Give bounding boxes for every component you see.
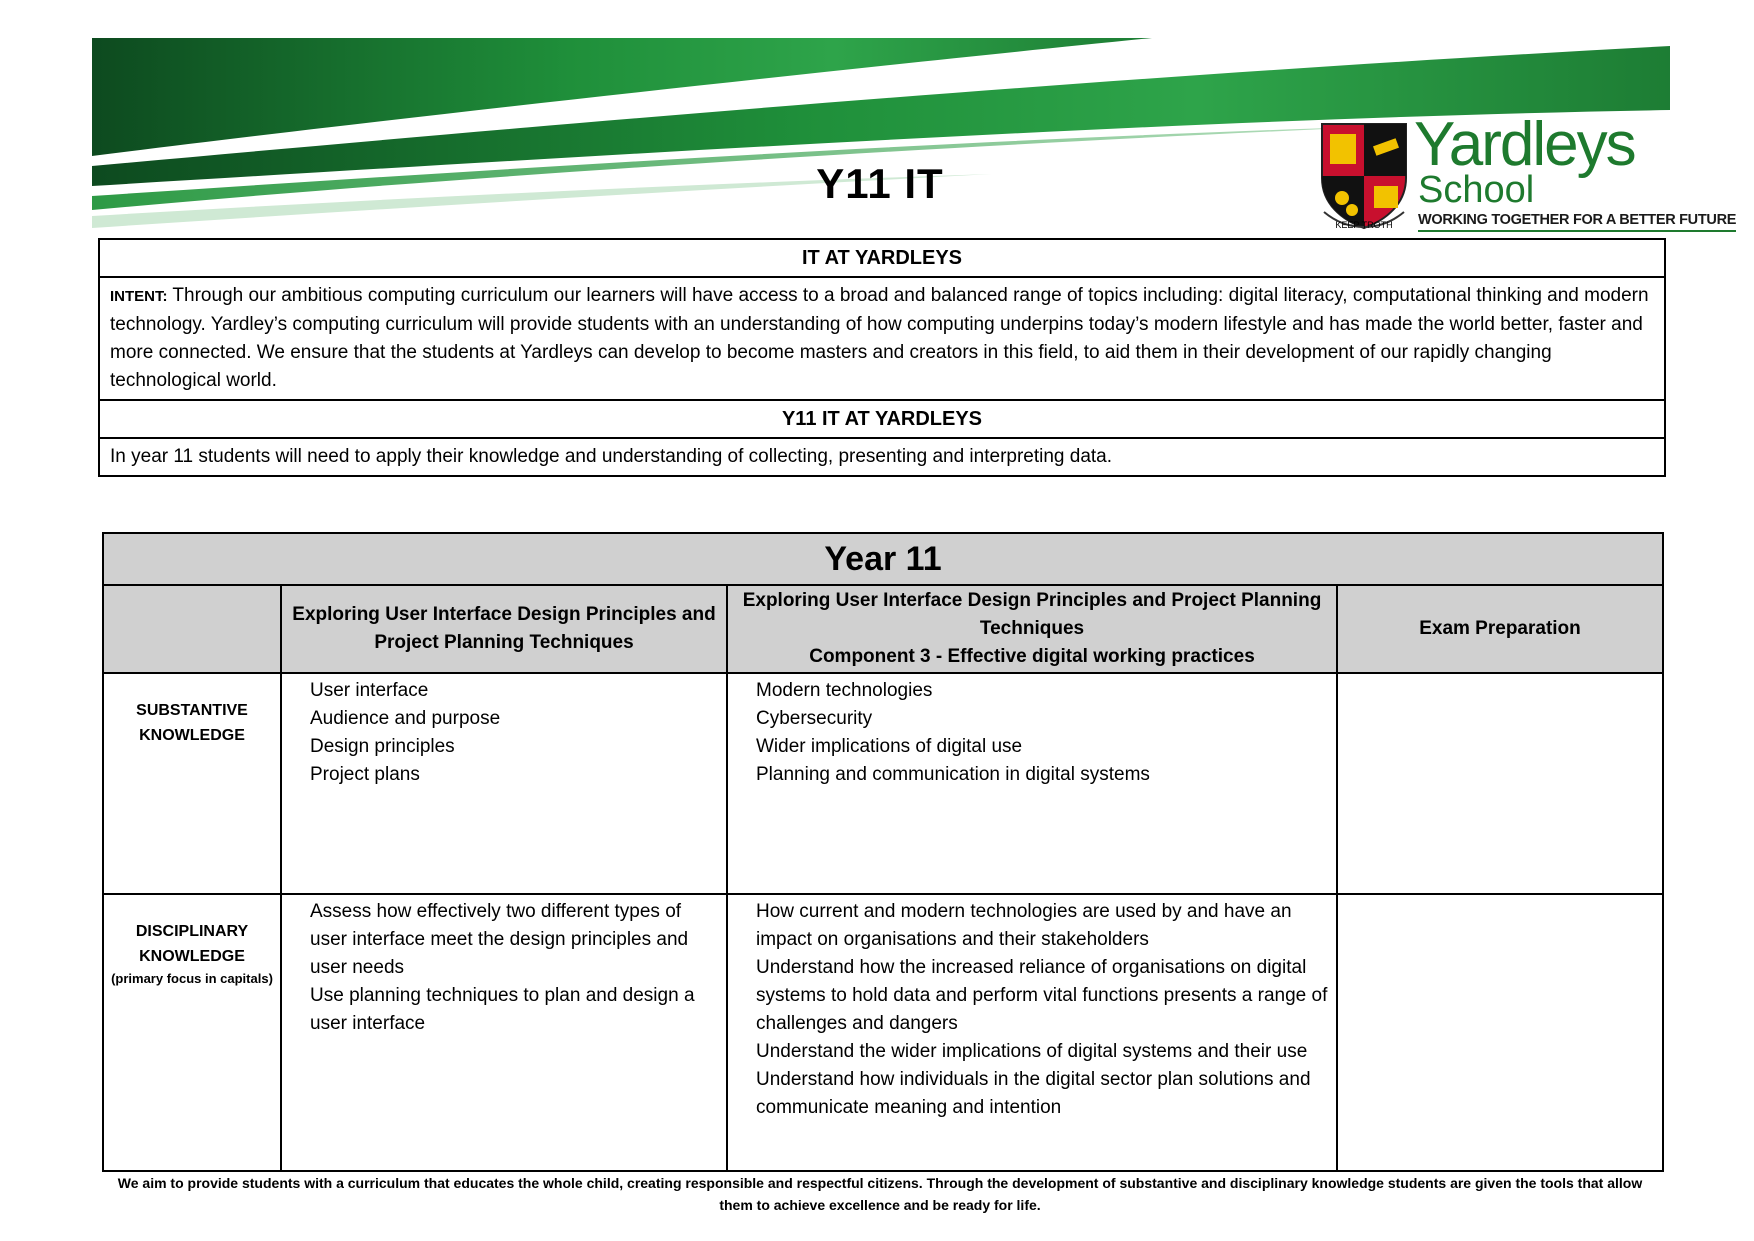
column-header-blank <box>103 585 281 673</box>
intro-table <box>98 238 1666 477</box>
curriculum-table <box>102 532 1664 1172</box>
list-item: Understand how the increased reliance of organisations on digital systems to hold data and perform vital functions presents a range of challenges and dangers <box>756 957 1328 1034</box>
list-item: Use planning techniques to plan and design a user interface <box>310 985 695 1034</box>
list-item: Wider implications of digital use <box>756 736 1023 757</box>
disciplinary-col1 <box>281 894 727 1171</box>
list-item: Understand how individuals in the digital sector plan solutions and communicate meaning and intention <box>756 1069 1311 1118</box>
row-label-substantive: SUBSTANTIVE KNOWLEDGE <box>103 673 281 894</box>
list-item: Planning and communication in digital systems <box>756 764 1150 785</box>
list-item: Cybersecurity <box>756 708 873 729</box>
list-item: Modern technologies <box>756 680 933 701</box>
list-item: Project plans <box>310 764 420 785</box>
disciplinary-col3 <box>1337 894 1663 1171</box>
page-title: Y11 IT <box>816 160 944 207</box>
substantive-col1 <box>281 673 727 894</box>
substantive-col3 <box>1337 673 1663 894</box>
school-crest-icon <box>1318 120 1410 232</box>
list-item: User interface <box>310 680 429 701</box>
intro-heading: IT AT YARDLEYS <box>99 239 1665 277</box>
year-heading: Y11 IT AT YARDLEYS <box>99 400 1665 438</box>
column-header-2-subtitle: Component 3 - Effective digital working practices <box>809 646 1255 667</box>
column-header-2 <box>727 585 1337 673</box>
list-item: Design principles <box>310 736 455 757</box>
disciplinary-col2 <box>727 894 1337 1171</box>
substantive-col2 <box>727 673 1337 894</box>
logo-tagline: WORKING TOGETHER FOR A BETTER FUTURE <box>1418 212 1736 232</box>
row-label-disciplinary-text: DISCIPLINARY KNOWLEDGE <box>135 923 249 965</box>
column-header-3: Exam Preparation <box>1337 585 1663 673</box>
list-item: Assess how effectively two different types of user interface meet the design principles and user needs <box>310 901 689 978</box>
intent-cell <box>99 277 1665 400</box>
logo-subname: School <box>1418 169 1535 211</box>
intent-label: INTENT: <box>110 288 168 305</box>
column-header-1: Exploring User Interface Design Principles and Project Planning Techniques <box>281 585 727 673</box>
year-summary: In year 11 students will need to apply their knowledge and understanding of collecting, presenting and interpreting data. <box>99 438 1665 476</box>
table-row <box>103 894 1663 1171</box>
year-title: Year 11 <box>103 533 1663 585</box>
row-label-disciplinary <box>103 894 281 1171</box>
school-logo <box>1318 110 1737 240</box>
crest-motto: KEEP TROTH <box>1335 220 1393 230</box>
list-item: How current and modern technologies are used by and have an impact on organisations and their stakeholders <box>756 901 1292 950</box>
footer-statement: We aim to provide students with a curriculum that educates the whole child, creating responsible and respectful citizens. Through the development of substantive and disciplinary knowledge students are given the tools that allow them to achieve excellence and be ready for life. <box>117 1175 1643 1213</box>
table-row <box>103 673 1663 894</box>
list-item: Audience and purpose <box>310 708 501 729</box>
logo-name: Yardleys <box>1414 110 1635 179</box>
list-item: Understand the wider implications of digital systems and their use <box>756 1041 1308 1062</box>
intent-text: Through our ambitious computing curriculum our learners will have access to a broad and balanced range of topics including: digital literacy, computational thinking and modern technology. Yardley’s computing curriculum will provide students with an understanding of how computing underpins today’s modern lifestyle and has made the world better, faster and more connected. We ensure that the students at Yardleys can develop to become masters and creators in this field, to aid them in their development of our rapidly changing technological world. <box>110 285 1649 391</box>
column-header-2-title: Exploring User Interface Design Principles and Project Planning Techniques <box>742 590 1322 639</box>
row-label-note: (primary focus in capitals) <box>111 971 273 986</box>
